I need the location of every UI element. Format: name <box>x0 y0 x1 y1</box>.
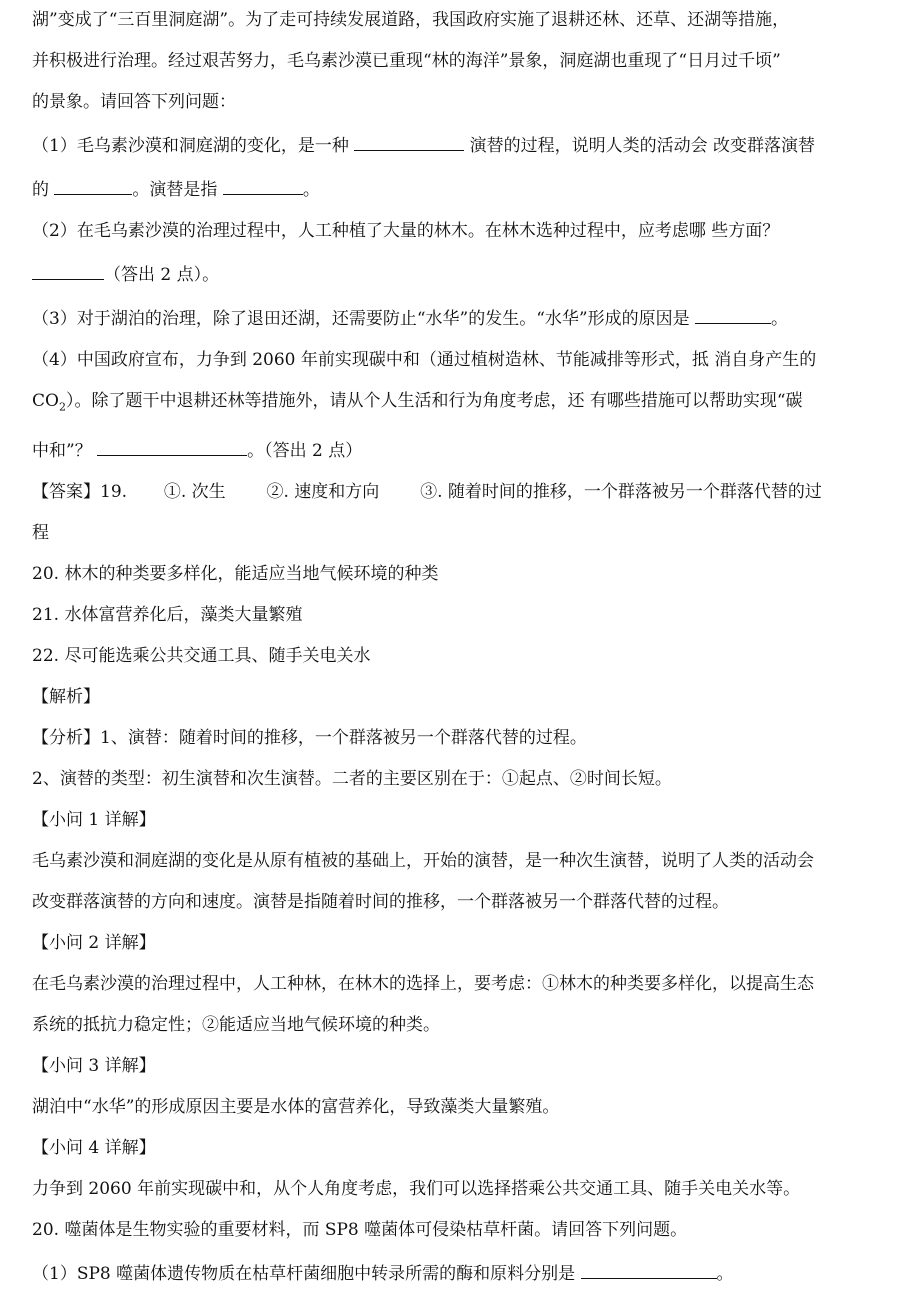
section-heading: 【小问 3 详解】 <box>32 1056 156 1077</box>
q19-part1-cont: 的 。演替是指 。 <box>32 177 872 200</box>
answer-blank <box>354 133 464 151</box>
answer-blank <box>581 1261 717 1279</box>
answer-blank <box>32 262 104 280</box>
analysis-line: 湖泊中“水华”的形成原因主要是水体的富营养化，导致藻类大量繁殖。 <box>32 1097 560 1118</box>
q19-part4-cont: 中和”？ 。（答出 2 点） <box>32 438 872 461</box>
answer-blank <box>695 306 771 324</box>
analysis-tag: 【解析】 <box>32 687 100 708</box>
q20-part1: （1）SP8 噬菌体遗传物质在枯草杆菌细胞中转录所需的酶和原料分别是 。 <box>32 1261 872 1284</box>
analysis-line: 毛乌素沙漠和洞庭湖的变化是从原有植被的基础上，开始的演替，是一种次生演替，说明了人类的活动会 <box>32 851 814 872</box>
answer-item: ②. 速度和方向 <box>266 482 380 503</box>
analysis-line: 改变群落演替的方向和速度。演替是指随着时间的推移，一个群落被另一个群落代替的过程。 <box>32 892 729 913</box>
analysis-line: 2、演替的类型：初生演替和次生演替。二者的主要区别在于：①起点、②时间长短。 <box>32 769 672 790</box>
analysis-line: 力争到 2060 年前实现碳中和，从个人角度考虑，我们可以选择搭乘公共交通工具、随手关电关水等。 <box>32 1179 801 1200</box>
answer-item: ①. 次生 <box>163 482 226 503</box>
analysis-line: 系统的抵抗力稳定性；②能适应当地气候环境的种类。 <box>32 1015 440 1036</box>
answer-tag: 【答案】19. <box>32 482 128 503</box>
answer-blank <box>54 177 132 195</box>
answer-line: 20. 林木的种类要多样化，能适应当地气候环境的种类 <box>32 564 439 585</box>
q19-stem-line: 湖”变成了“三百里洞庭湖”。为了走可持续发展道路，我国政府实施了退耕还林、还草、还湖等措施， <box>32 10 790 30</box>
answer-blank <box>97 438 247 456</box>
q19-part2-cont: （答出 2 点）。 <box>32 262 872 285</box>
answer-line <box>32 482 872 502</box>
analysis-line: 【分析】1、演替：随着时间的推移，一个群落被另一个群落代替的过程。 <box>32 728 587 749</box>
q19-part4: （4）中国政府宣布，力争到 2060 年前实现碳中和（通过植树造林、节能减排等形式，抵 消自身产生的 <box>32 350 817 370</box>
q20-stem: 20. 噬菌体是生物实验的重要材料，而 SP8 噬菌体可侵染枯草杆菌。请回答下列问题。 <box>32 1220 688 1241</box>
answer-blank <box>223 177 303 195</box>
q19-stem-line: 并积极进行治理。经过艰苦努力，毛乌素沙漠已重现“林的海洋”景象，洞庭湖也重现了“日月过千顷” <box>32 51 781 71</box>
q19-part2: （2）在毛乌素沙漠的治理过程中，人工种植了大量的林木。在林木选种过程中，应考虑哪 些方面？ <box>32 221 780 241</box>
answer-line: 22. 尽可能选乘公共交通工具、随手关电关水 <box>32 646 371 667</box>
answer-line: 21. 水体富营养化后，藻类大量繁殖 <box>32 605 303 626</box>
analysis-line: 在毛乌素沙漠的治理过程中，人工种林，在林木的选择上，要考虑：①林木的种类要多样化，以提高生态 <box>32 974 814 995</box>
q19-part4-cont: $CO_2$）。除了题干中退耕还林等措施外，请从个人生活和行为角度考虑，还 有哪些措施可以帮助实现“碳 <box>32 391 803 414</box>
section-heading: 【小问 4 详解】 <box>32 1138 156 1159</box>
answer-item: ③. 随着时间的推移，一个群落被另一个群落代替的过 <box>420 482 822 503</box>
answer-line: 程 <box>32 523 49 544</box>
section-heading: 【小问 1 详解】 <box>32 810 156 831</box>
q19-part3: （3）对于湖泊的治理，除了退田还湖，还需要防止“水华”的发生。“水华”形成的原因是 。 <box>32 306 872 329</box>
section-heading: 【小问 2 详解】 <box>32 933 156 954</box>
q19-stem-line: 的景象。请回答下列问题： <box>32 92 236 112</box>
q19-part1: （1）毛乌素沙漠和洞庭湖的变化，是一种 演替的过程，说明人类的活动会 改变群落演替 <box>32 133 872 156</box>
